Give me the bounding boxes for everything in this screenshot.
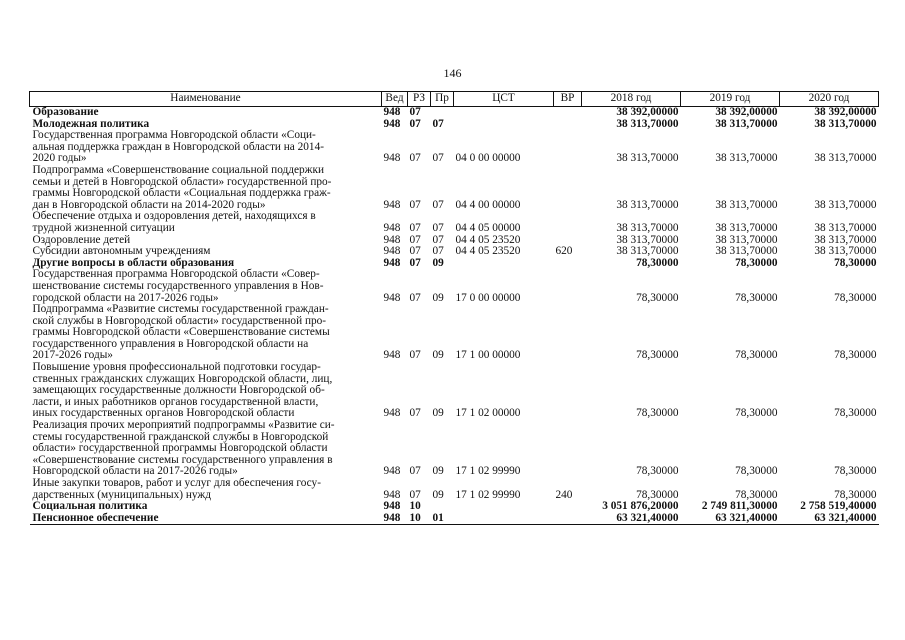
cell-ved: 948 <box>383 488 401 501</box>
cell-vr: 240 <box>555 488 573 501</box>
cell-rz: 07 <box>409 488 421 501</box>
cell-cst <box>454 119 554 131</box>
cell-cst <box>454 258 554 270</box>
cell-y2018: 3 051 876,20000 <box>602 500 679 513</box>
table-row <box>30 478 879 501</box>
cell-y2020: 78,30000 <box>834 488 877 501</box>
cell-y2018: 78,30000 <box>636 407 679 420</box>
cell-ved: 948 <box>383 256 401 269</box>
cell-y2018: 38 313,70000 <box>616 245 679 258</box>
cell-ved: 948 <box>383 117 401 130</box>
cell-cst: 17 1 02 00000 <box>455 407 521 420</box>
cell-rz: 07 <box>409 349 421 362</box>
row-name <box>30 269 382 304</box>
cell-ved: 948 <box>383 233 401 246</box>
cell-pr: 09 <box>432 407 444 420</box>
cell-vr <box>554 304 582 362</box>
row-name-line: граммы Новгородской области «Совершенствование системы <box>32 326 330 339</box>
cell-y2019: 38 313,70000 <box>715 221 778 234</box>
row-name-line: трудной жизненной ситуации <box>32 221 175 234</box>
row-name-line: Молодежная политика <box>32 117 150 130</box>
row-name <box>30 211 382 234</box>
cell-y2020: 78,30000 <box>834 256 877 269</box>
cell-y2018: 38 313,70000 <box>616 221 679 234</box>
cell-y2019: 78,30000 <box>735 407 778 420</box>
cell-ved: 948 <box>383 152 401 165</box>
cell-y2019: 38 313,70000 <box>715 198 778 211</box>
cell-ved: 948 <box>383 349 401 362</box>
row-name-line: Образование <box>32 106 99 118</box>
cell-y2018: 63 321,40000 <box>582 513 681 525</box>
row-name-line: Новгородской области на 2017-2026 годы» <box>32 465 238 478</box>
cell-cst: 17 0 00 00000 <box>455 291 521 304</box>
row-name-line: Пенсионное обеспечение <box>32 511 159 524</box>
row-name <box>30 130 382 165</box>
row-name <box>30 304 382 362</box>
cell-rz: 07 <box>409 198 421 211</box>
header-vr: ВР <box>554 92 582 107</box>
header-2018: 2018 год <box>582 92 681 107</box>
cell-rz: 07 <box>409 233 421 246</box>
row-name <box>30 478 382 501</box>
cell-cst: 04 4 05 23520 <box>455 233 521 246</box>
cell-y2018: 38 313,70000 <box>616 117 679 130</box>
row-name-line: Повышение уровня профессиональной подготовки государ- <box>32 361 321 374</box>
row-name <box>30 513 382 525</box>
row-name-line: Государственная программа Новгородской области «Совер- <box>32 268 320 281</box>
row-name-line: Иные закупки товаров, работ и услуг для обеспечения госу- <box>32 477 321 489</box>
cell-y2020: 38 313,70000 <box>814 233 877 246</box>
row-name-line: дарственных (муниципальных) нужд <box>32 488 211 501</box>
cell-y2019: 38 313,70000 <box>715 152 778 165</box>
cell-y2019: 2 749 811,30000 <box>701 500 778 513</box>
cell-vr: 620 <box>555 245 573 258</box>
table-row <box>30 513 879 525</box>
cell-vr <box>554 362 582 420</box>
cell-y2020: 63 321,40000 <box>780 513 879 525</box>
cell-pr: 07 <box>432 245 444 258</box>
cell-y2020: 38 313,70000 <box>814 152 877 165</box>
table-row <box>30 107 879 119</box>
header-2020: 2020 год <box>780 92 879 107</box>
cell-y2018: 78,30000 <box>636 465 679 478</box>
cell-pr: 07 <box>432 221 444 234</box>
table-row <box>30 130 879 165</box>
table-body <box>30 107 879 525</box>
row-name-line: замещающих государственные должности Новгородской об- <box>32 384 325 397</box>
cell-y2018: 38 313,70000 <box>616 152 679 165</box>
cell-pr: 09 <box>432 488 444 501</box>
cell-vr <box>554 258 582 270</box>
row-name-line: ской службы в Новгородской области» государственной про- <box>32 314 327 327</box>
cell-vr <box>554 119 582 131</box>
cell-y2019: 38 313,70000 <box>715 117 778 130</box>
row-name <box>30 420 382 478</box>
row-name <box>30 246 382 258</box>
cell-ved: 948 <box>383 291 401 304</box>
row-name <box>30 165 382 211</box>
row-name-line: Социальная политика <box>32 500 148 513</box>
cell-pr: 09 <box>432 349 444 362</box>
cell-y2019: 78,30000 <box>735 349 778 362</box>
cell-ved: 948 <box>383 221 401 234</box>
cell-vr <box>554 130 582 165</box>
row-name-line: 2017-2026 годы» <box>32 349 113 362</box>
cell-y2018: 78,30000 <box>636 349 679 362</box>
cell-rz: 07 <box>409 245 421 258</box>
cell-y2019: 78,30000 <box>735 291 778 304</box>
row-name-line: Подпрограмма «Развитие системы государственной граждан- <box>32 303 329 316</box>
cell-y2020: 38 392,00000 <box>814 106 877 118</box>
row-name-line: граммы Новгородской области «Социальная поддержка граж- <box>32 187 331 200</box>
cell-vr <box>554 269 582 304</box>
cell-pr <box>431 107 454 119</box>
cell-y2020: 2 758 519,40000 <box>800 500 877 513</box>
cell-cst: 17 1 02 99990 <box>455 488 521 501</box>
cell-cst: 04 4 05 23520 <box>455 245 521 258</box>
cell-y2020: 78,30000 <box>834 465 877 478</box>
cell-vr <box>554 165 582 211</box>
table-row <box>30 304 879 362</box>
row-name-line: иных государственных органов Новгородской области <box>32 407 295 420</box>
cell-y2018: 78,30000 <box>636 488 679 501</box>
cell-vr <box>554 211 582 234</box>
cell-vr <box>554 420 582 478</box>
header-rz: РЗ <box>408 92 431 107</box>
row-name-line: дан в Новгородской области на 2014-2020 годы» <box>32 198 266 211</box>
cell-y2019: 78,30000 <box>735 465 778 478</box>
cell-rz: 07 <box>409 152 421 165</box>
table-row <box>30 269 879 304</box>
cell-cst <box>454 513 554 525</box>
row-name-line: Оздоровление детей <box>32 233 131 246</box>
cell-y2020: 38 313,70000 <box>814 117 877 130</box>
cell-ved: 948 <box>383 198 401 211</box>
row-name-line: государственного управления в Новгородской области на <box>32 337 309 350</box>
cell-cst <box>454 501 554 513</box>
budget-table <box>29 91 879 525</box>
cell-rz: 07 <box>409 221 421 234</box>
cell-pr: 07 <box>432 198 444 211</box>
header-name: Наименование <box>30 92 382 107</box>
cell-pr: 01 <box>431 513 454 525</box>
table-header-row <box>30 92 879 107</box>
table-row <box>30 362 879 420</box>
row-name-line: Другие вопросы в области образования <box>32 256 235 269</box>
cell-cst <box>454 107 554 119</box>
cell-pr: 07 <box>432 233 444 246</box>
cell-y2018: 38 392,00000 <box>616 106 679 118</box>
cell-cst: 04 4 00 00000 <box>455 198 521 211</box>
cell-rz: 10 <box>408 513 431 525</box>
cell-pr: 09 <box>432 291 444 304</box>
cell-ved: 948 <box>383 465 401 478</box>
cell-y2020: 38 313,70000 <box>814 221 877 234</box>
cell-y2018: 38 313,70000 <box>616 233 679 246</box>
row-name-line: Обеспечение отдыха и оздоровления детей, находящихся в <box>32 210 316 223</box>
cell-y2019: 78,30000 <box>735 488 778 501</box>
header-ved: Вед <box>382 92 408 107</box>
cell-y2018: 78,30000 <box>636 291 679 304</box>
row-name-line: 2020 годы» <box>32 152 87 165</box>
cell-ved: 948 <box>382 513 408 525</box>
cell-ved: 948 <box>383 407 401 420</box>
row-name-line: области» государственной программы Новгородской области <box>32 442 328 455</box>
row-name <box>30 362 382 420</box>
cell-pr: 07 <box>432 152 444 165</box>
row-name-line: Подпрограмма «Совершенствование социальной поддержки <box>32 163 325 176</box>
cell-vr <box>554 107 582 119</box>
cell-vr <box>554 501 582 513</box>
row-name-line: городской области на 2017-2026 годы» <box>32 291 219 304</box>
cell-rz: 07 <box>409 256 421 269</box>
cell-y2019: 63 321,40000 <box>681 513 780 525</box>
cell-pr: 07 <box>432 117 444 130</box>
row-name-line: альная поддержка граждан в Новгородской области на 2014- <box>32 140 324 153</box>
cell-rz: 07 <box>409 106 421 118</box>
header-2019: 2019 год <box>681 92 780 107</box>
cell-rz: 07 <box>409 291 421 304</box>
page-number: 146 <box>443 66 462 80</box>
cell-y2018: 78,30000 <box>636 256 679 269</box>
cell-y2019: 38 313,70000 <box>715 245 778 258</box>
cell-y2019: 38 392,00000 <box>715 106 778 118</box>
row-name-line: ласти, и иных работников органов государственной власти, <box>32 395 319 408</box>
cell-y2018: 38 313,70000 <box>616 198 679 211</box>
cell-ved: 948 <box>383 245 401 258</box>
cell-vr <box>554 513 582 525</box>
cell-ved: 948 <box>383 106 401 118</box>
cell-ved: 948 <box>383 500 401 513</box>
row-name-line: Реализация прочих мероприятий подпрограммы «Развитие си- <box>32 419 335 432</box>
cell-cst: 04 4 05 00000 <box>455 221 521 234</box>
row-name-line: «Совершенствование системы государственного управления в <box>32 453 333 466</box>
row-name-line: шенствование системы государственного управления в Нов- <box>32 279 324 292</box>
header-pr: Пр <box>431 92 454 107</box>
cell-rz: 10 <box>409 500 421 513</box>
cell-y2020: 38 313,70000 <box>814 245 877 258</box>
row-name <box>30 107 382 119</box>
row-name-line: семьи и детей в Новгородской области» государственной про- <box>32 175 332 188</box>
row-name-line: Субсидии автономным учреждениям <box>32 245 211 258</box>
cell-pr: 09 <box>432 256 444 269</box>
cell-y2020: 78,30000 <box>834 291 877 304</box>
cell-y2020: 78,30000 <box>834 349 877 362</box>
table-row <box>30 211 879 234</box>
header-cst: ЦСТ <box>454 92 554 107</box>
cell-cst: 04 0 00 00000 <box>455 152 521 165</box>
cell-rz: 07 <box>409 465 421 478</box>
table-row <box>30 420 879 478</box>
cell-cst: 17 1 02 99990 <box>455 465 521 478</box>
cell-y2019: 38 313,70000 <box>715 233 778 246</box>
cell-y2020: 38 313,70000 <box>814 198 877 211</box>
row-name-line: стемы государственной гражданской службы в Новгородской <box>32 430 329 443</box>
table-row <box>30 165 879 211</box>
cell-y2019: 78,30000 <box>735 256 778 269</box>
row-name-line: ственных гражданских служащих Новгородской области, лиц, <box>32 372 333 385</box>
table-row <box>30 246 879 258</box>
row-name-line: Государственная программа Новгородской области «Соци- <box>32 129 316 142</box>
cell-pr: 09 <box>432 465 444 478</box>
cell-y2020: 78,30000 <box>834 407 877 420</box>
cell-rz: 07 <box>409 117 421 130</box>
cell-rz: 07 <box>409 407 421 420</box>
cell-cst: 17 1 00 00000 <box>455 349 521 362</box>
